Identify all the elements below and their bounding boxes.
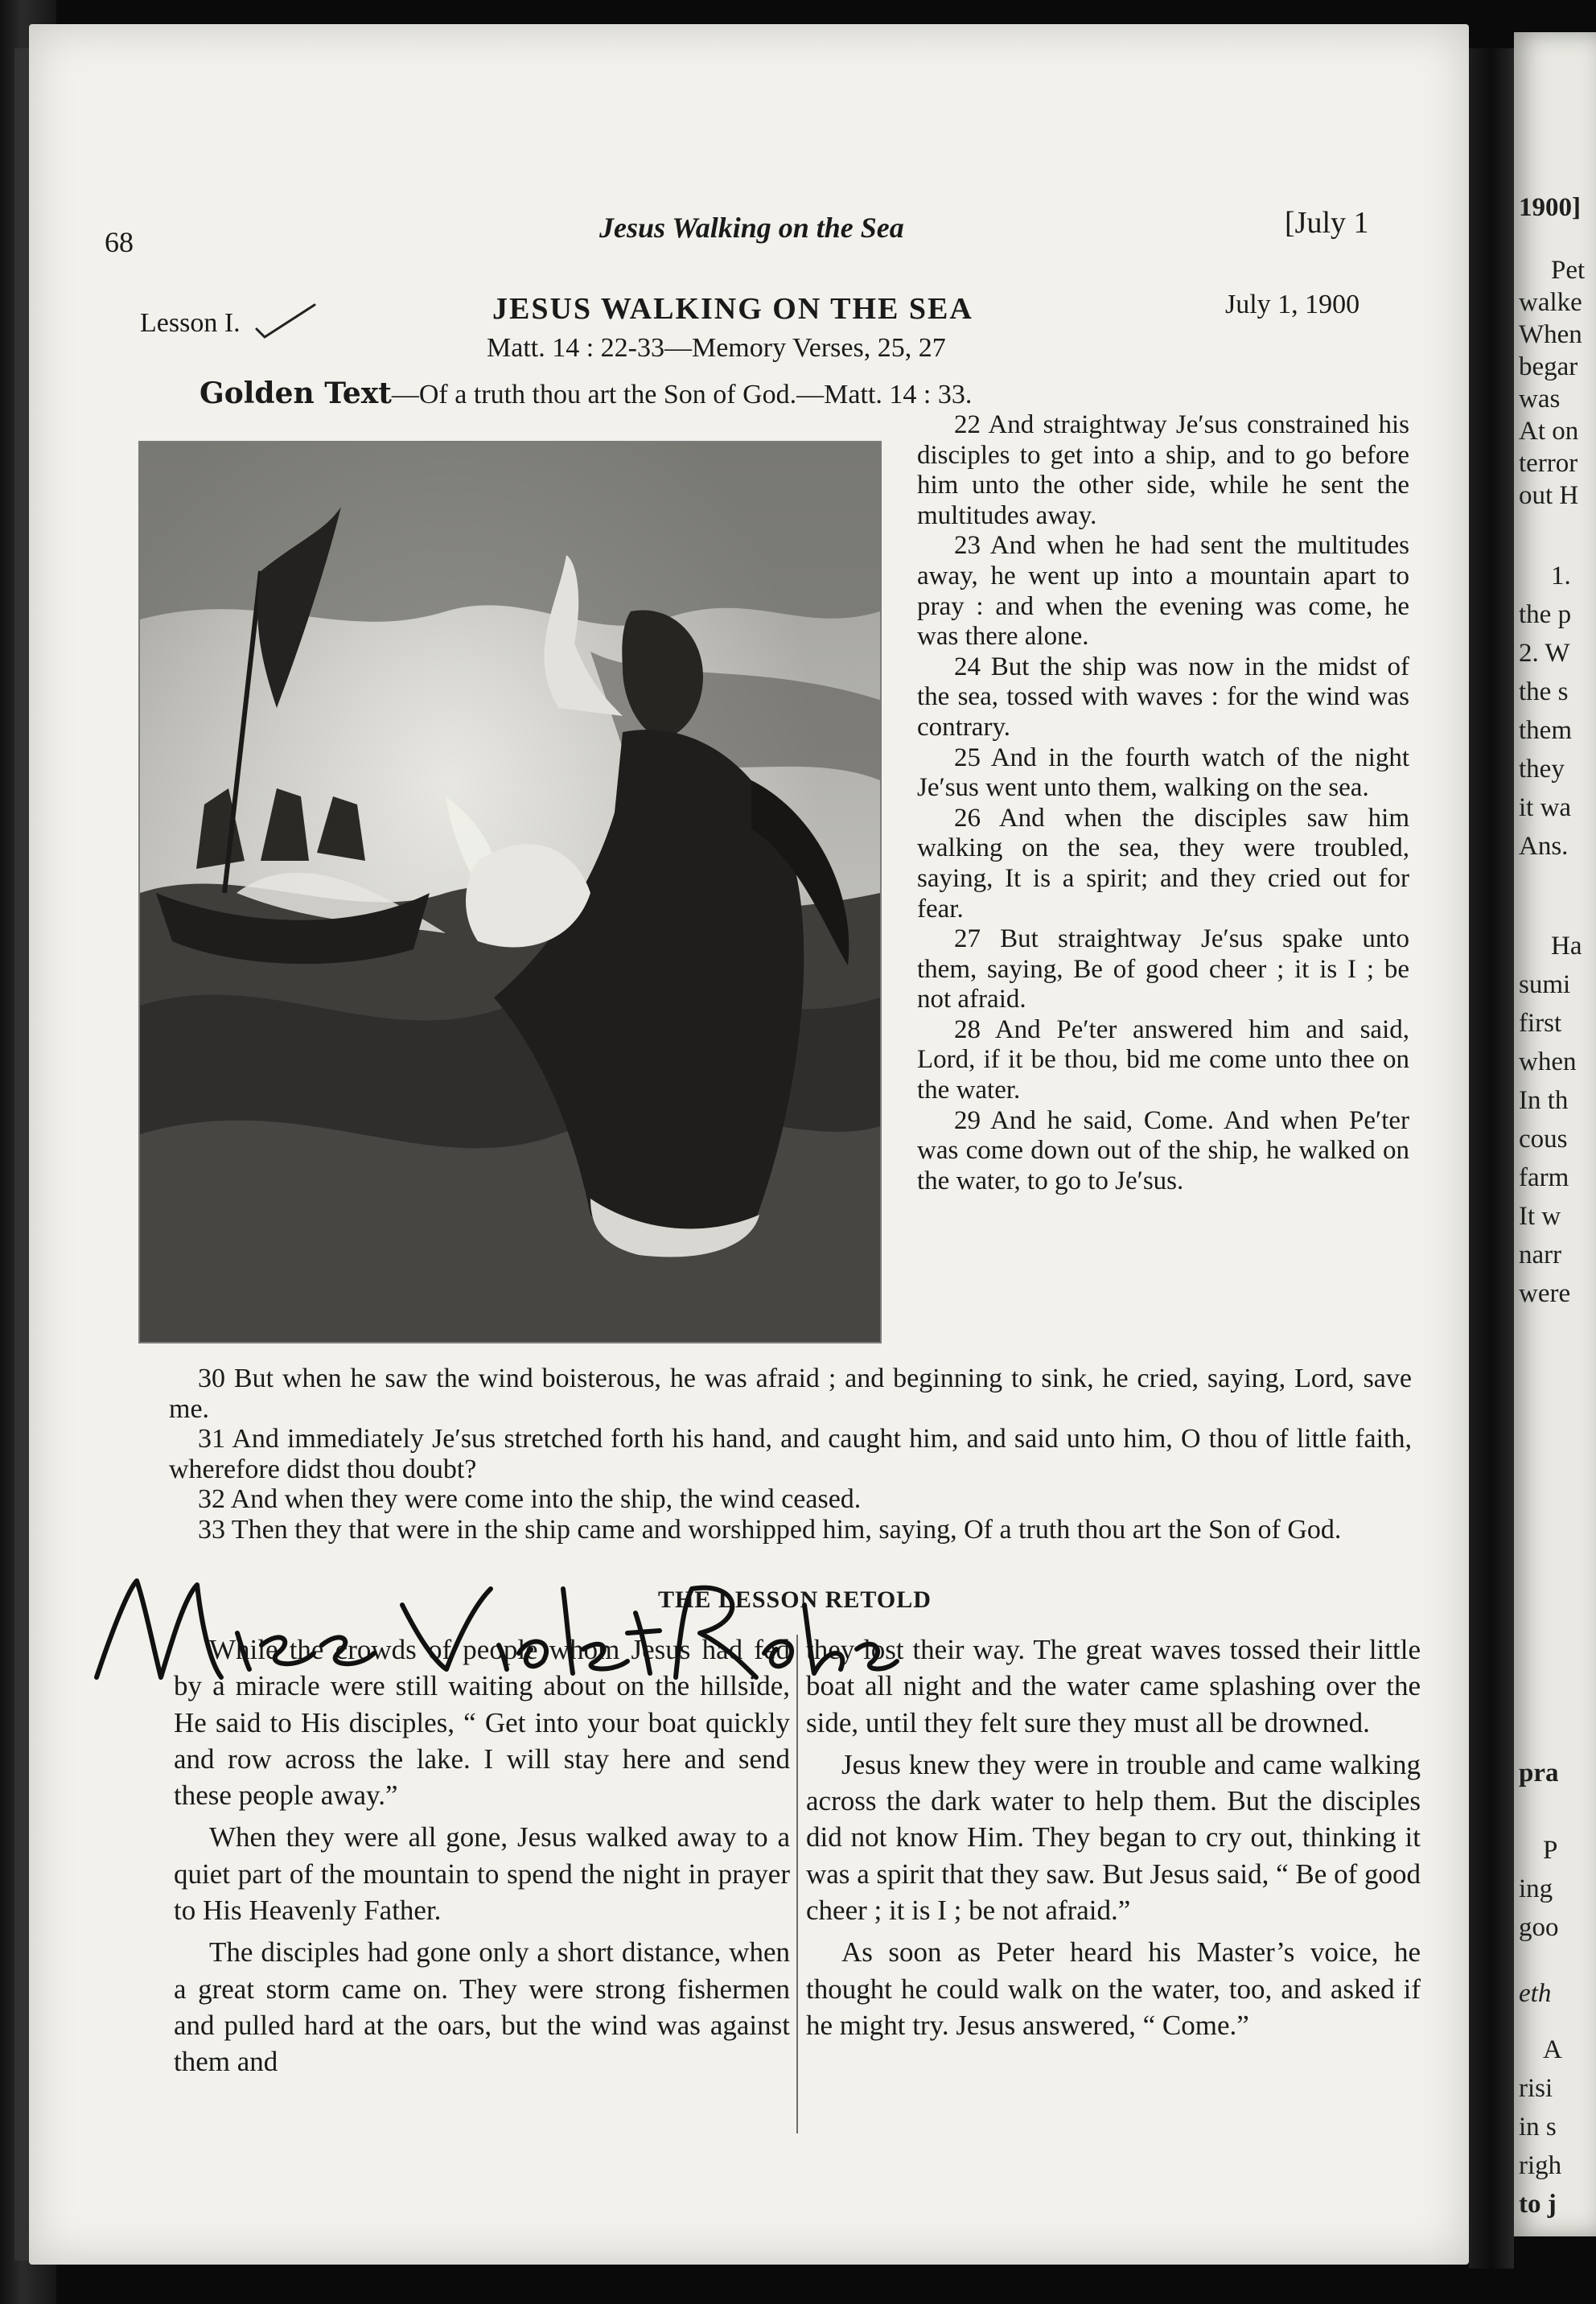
facing-page-line: Pet	[1551, 256, 1586, 285]
facing-page-line: In th	[1519, 1086, 1569, 1115]
illustration-jesus-walking-on-water	[138, 441, 882, 1343]
facing-page-line: farm	[1519, 1163, 1569, 1192]
facing-page-line: sumi	[1519, 970, 1571, 999]
verse-29: 29 And he said, Come. And when Pe′ter was come down out of the ship, he walked on the water, to go to Je′sus.	[917, 1105, 1409, 1195]
facing-page-line: Ha	[1551, 932, 1582, 961]
lesson-date: July 1, 1900	[1225, 290, 1360, 319]
verse-27: 27 But straightway Je′sus spake unto them, saying, Be of good cheer ; it is I ; be not afraid.	[917, 924, 1409, 1014]
retold-paragraph: Jesus knew they were in trouble and came walking across the dark water to help them. But the disciples did not know Him. They began to cry out, thinking it was a spirit that they saw. But Jesus said, “ Be of good cheer ; it is I ; be not afraid.”	[806, 1748, 1421, 1927]
binding-edge	[14, 48, 29, 2261]
facing-page-line: A	[1543, 2035, 1562, 2064]
facing-page-line: Ans.	[1519, 832, 1569, 861]
verse-23: 23 And when he had sent the multitudes away, he went up into a mountain apart to pray : and when the evening was come, he was there alone.	[917, 531, 1409, 652]
facing-page-line: them	[1519, 716, 1572, 745]
facing-page-line: narr	[1519, 1240, 1562, 1269]
retold-paragraph: they lost their way. The great waves tossed their little boat all night and the water came splashing over the side, until they felt sure they must all be drowned.	[806, 1634, 1421, 1738]
retold-paragraph: When they were all gone, Jesus walked away to a quiet part of the mountain to spend the night in prayer to His Heavenly Father.	[174, 1821, 790, 1927]
facing-page-line: risi	[1519, 2074, 1553, 2103]
facing-page	[1514, 32, 1596, 2236]
retold-left-column	[174, 1631, 790, 2086]
facing-page-line: ing	[1519, 1874, 1553, 1903]
facing-page-line: to j	[1519, 2190, 1557, 2219]
book-gutter	[1469, 48, 1514, 2269]
verse-30: 30 But when he saw the wind boisterous, he was afraid ; and beginning to sink, he cried, saying, Lord, save me.	[169, 1364, 1412, 1424]
retold-paragraph: As soon as Peter heard his Master’s voice, he thought he could walk on the water, too, and asked if he might try. Jesus answered, “ Come.”	[806, 1936, 1421, 2041]
scripture-reference: Matt. 14 : 22-33—Memory Verses, 25, 27	[487, 333, 946, 363]
facing-page-line: 1900]	[1519, 193, 1581, 222]
verse-26: 26 And when the disciples saw him walking on the sea, they were troubled, saying, It is a spirit; and they cried out for fear.	[917, 803, 1409, 924]
facing-page-line: 2. W	[1519, 639, 1570, 668]
facing-page-line: terror	[1519, 449, 1578, 478]
retold-right-column	[806, 1631, 1421, 2049]
golden-text-label: Golden Text	[200, 376, 392, 410]
column-divider	[796, 1635, 798, 2133]
facing-page-line: It w	[1519, 1202, 1561, 1231]
facing-page-line: when	[1519, 1047, 1577, 1076]
running-date: [July 1	[1285, 206, 1369, 240]
facing-page-line: pra	[1519, 1759, 1559, 1788]
verse-32: 32 And when they were come into the ship, the wind ceased.	[198, 1484, 862, 1515]
lesson-retold-heading: THE LESSON RETOLD	[658, 1586, 932, 1613]
page-number: 68	[105, 226, 134, 258]
golden-text	[200, 376, 972, 410]
facing-page-line: they	[1519, 755, 1565, 784]
retold-paragraph: While the crowds of people whom Jesus had fed by a miracle were still waiting about on the hillside, He said to His disciples, “ Get into your boat quickly and row across the lake. I will stay here and send these people away.”	[174, 1634, 790, 1812]
facing-page-line: At on	[1519, 417, 1579, 446]
verse-31: 31 And immediately Je′sus stretched forth his hand, and caught him, and said unto him, O thou of little faith, wherefore didst thou doubt?	[169, 1424, 1412, 1484]
facing-page-line: the p	[1519, 600, 1572, 629]
facing-page-line: righ	[1519, 2151, 1562, 2180]
facing-page-line: 1.	[1551, 562, 1571, 590]
full-width-verses	[169, 1364, 1412, 1545]
pencil-check-icon	[253, 302, 318, 352]
lesson-title: JESUS WALKING ON THE SEA	[492, 292, 973, 326]
facing-page-line: out H	[1519, 481, 1579, 510]
verse-25: 25 And in the fourth watch of the night Je′sus went unto them, walking on the sea.	[917, 743, 1409, 803]
facing-page-line: walke	[1519, 288, 1582, 317]
verse-24: 24 But the ship was now in the midst of the sea, tossed with waves : for the wind was contrary.	[917, 652, 1409, 742]
facing-page-line: P	[1543, 1836, 1558, 1865]
verse-33: 33 Then they that were in the ship came and worshipped him, saying, Of a truth thou art the Son of God.	[198, 1514, 1342, 1545]
verse-column	[917, 410, 1409, 1196]
running-title: Jesus Walking on the Sea	[599, 212, 904, 244]
facing-page-line: goo	[1519, 1913, 1559, 1942]
verse-22: 22 And straightway Je′sus constrained his disciples to get into a ship, and to go before him unto the other side, while he sent the multitudes away.	[917, 410, 1409, 530]
facing-page-line: first	[1519, 1009, 1562, 1038]
facing-page-line: were	[1519, 1279, 1571, 1308]
verse-28: 28 And Pe′ter answered him and said, Lord, if it be thou, bid me come unto thee on the water.	[917, 1014, 1409, 1105]
facing-page-line: it wa	[1519, 793, 1572, 822]
lesson-label: Lesson I.	[140, 308, 241, 338]
facing-page-line: the s	[1519, 677, 1569, 706]
golden-text-body: —Of a truth thou art the Son of God.—Matt. 14 : 33.	[391, 380, 973, 409]
facing-page-line: cous	[1519, 1125, 1568, 1154]
facing-page-line: was	[1519, 385, 1561, 413]
facing-page-line: in s	[1519, 2113, 1557, 2141]
retold-paragraph: The disciples had gone only a short distance, when a great storm came on. They were strong fishermen and pulled hard at the oars, but the wind was against them and	[174, 1936, 790, 2078]
facing-page-line: begar	[1519, 352, 1578, 381]
facing-page-line: eth	[1519, 1979, 1552, 2008]
facing-page-line: When	[1519, 320, 1582, 349]
jesus-walking-on-water-engraving-icon	[140, 442, 880, 1342]
